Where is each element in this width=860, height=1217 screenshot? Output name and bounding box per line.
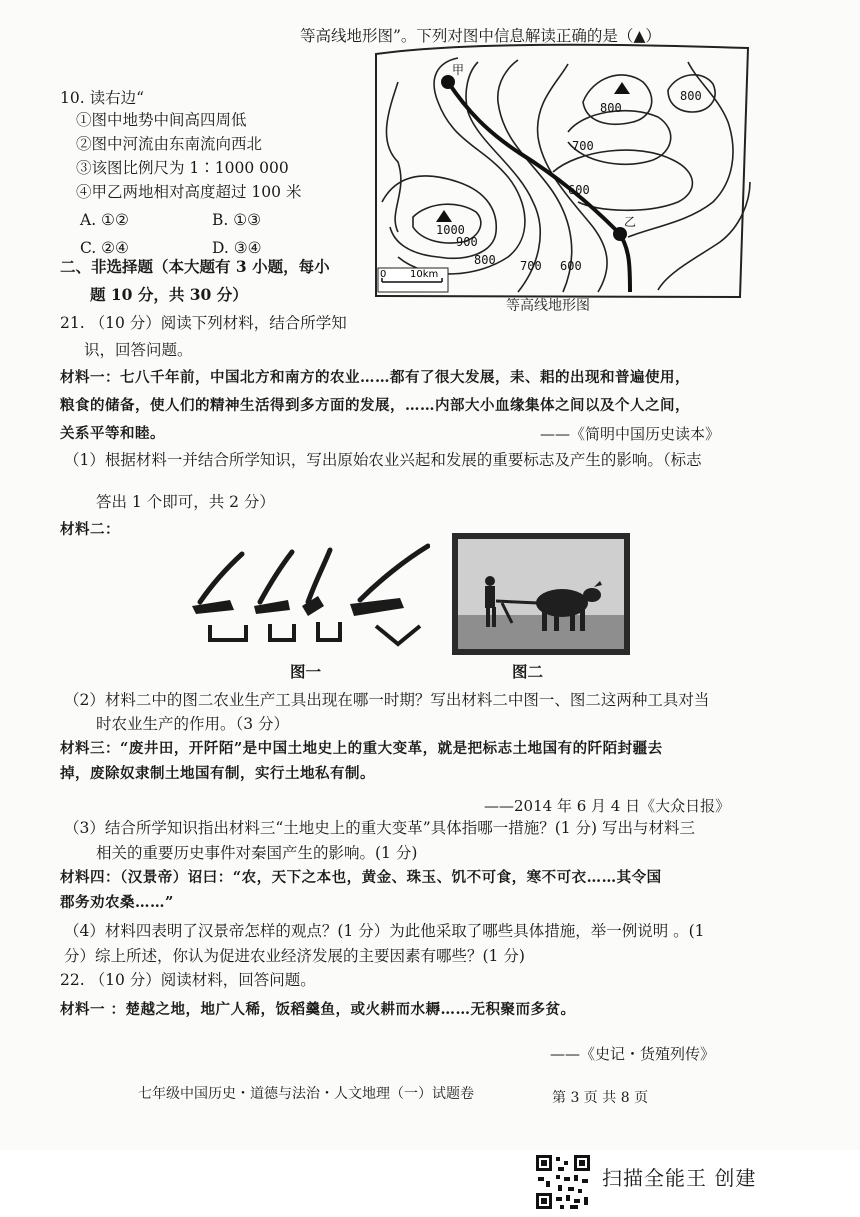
- contour-map: [368, 42, 754, 300]
- map-label-900: 900: [456, 235, 478, 249]
- map-label-1000: 1000: [436, 223, 465, 237]
- q21-material4-line2: 郡务劝农桑……”: [60, 894, 174, 911]
- section2-heading-line1: 二、非选择题（本大题有 3 小题，每小: [60, 257, 330, 276]
- q21-material1-line1: 材料一：七八千年前，中国北方和南方的农业……都有了很大发展，耒、耜的出现和普遍使用，: [60, 369, 690, 386]
- map-label-700a: 700: [572, 139, 594, 153]
- q10-stem-head: 10. 读右边“: [60, 89, 145, 107]
- q21-material3-source: ——2014 年 6 月 4 日《大众日报》: [484, 797, 731, 815]
- q21-sub1-line1: （1）根据材料一并结合所学知识，写出原始农业兴起和发展的重要标志及产生的影响。（标志: [64, 451, 702, 469]
- figure2-ox-plowing-photo: [452, 533, 630, 655]
- q10-statement-4: ④甲乙两地相对高度超过 100 米: [76, 183, 302, 201]
- q21-material3-line1: 材料三：“废井田，开阡陌”是中国土地史上的重大变革，就是把标志土地国有的阡陌封疆去: [60, 740, 663, 757]
- q21-material3-line2: 掉，废除奴隶制土地国有制，实行土地私有制。: [60, 765, 375, 782]
- point-jia-marker: [441, 75, 455, 89]
- svg-text:10km: 10km: [410, 269, 439, 280]
- svg-text:0: 0: [380, 269, 387, 280]
- q10-option-b: B. ①③: [212, 211, 262, 229]
- q21-sub4-line1: （4）材料四表明了汉景帝怎样的观点？(1 分）为此他采取了哪些具体措施，举一例说明 。(1: [64, 922, 705, 940]
- map-label-700b: 700: [520, 259, 542, 273]
- q21-sub1-line2: 答出 1 个即可，共 2 分）: [96, 493, 275, 511]
- map-label-800b: 800: [680, 89, 702, 103]
- q21-sub3-line2: 相关的重要历史事件对秦国产生的影响。(1 分): [96, 844, 418, 862]
- q10-option-d: D. ③④: [212, 239, 262, 257]
- figure1-farming-tools: [190, 540, 430, 655]
- q21-sub4-line2: 分）综上所述，你认为促进农业经济发展的主要因素有哪些？(1 分): [64, 947, 525, 965]
- footer-page-number: 第 3 页 共 8 页: [552, 1090, 649, 1106]
- q21-sub2-line1: （2）材料二中的图二农业生产工具出现在哪一时期？写出材料二中图一、图二这两种工具对当: [64, 691, 710, 709]
- q10-statement-2: ②图中河流由东南流向西北: [76, 135, 263, 153]
- map-caption: 等高线地形图: [506, 298, 590, 314]
- peak-triangle-icon-2: [436, 210, 452, 222]
- q10-statement-3: ③该图比例尺为 1∶1000 000: [76, 159, 289, 177]
- q10-option-a: A. ①②: [80, 211, 129, 229]
- map-label-600b: 600: [560, 259, 582, 273]
- q10-stem-tail: 等高线地形图”。下列对图中信息解读正确的是（▲）: [300, 27, 661, 45]
- figure1-caption: 图一: [290, 662, 322, 681]
- section2-heading-line2: 题 10 分，共 30 分）: [90, 285, 248, 304]
- q21-sub3-line1: （3）结合所学知识指出材料三“土地史上的重大变革”具体指哪一措施？(1 分) 写出与材料三: [64, 819, 696, 837]
- map-label-600a: 600: [568, 183, 590, 197]
- q10-statement-1: ①图中地势中间高四周低: [76, 111, 247, 129]
- map-label-800c: 800: [474, 253, 496, 267]
- q21-intro-line2: 识，回答问题。: [84, 341, 193, 359]
- map-label-jia: 甲: [452, 63, 465, 77]
- map-scale-bar: [378, 268, 448, 292]
- q21-material1-line2: 粮食的储备，使人们的精神生活得到多方面的发展，……内部大小血缘集体之间以及个人之间，: [60, 397, 690, 414]
- q21-material4-line1: 材料四：（汉景帝）诏曰：“农，天下之本也，黄金、珠玉、饥不可食，寒不可衣……其令国: [60, 869, 662, 886]
- figure2-caption: 图二: [512, 662, 544, 681]
- map-label-800a: 800: [600, 101, 622, 115]
- q21-sub2-line2: 时农业生产的作用。（3 分）: [96, 715, 290, 733]
- q22-material1-source: ——《史记・货殖列传》: [550, 1045, 716, 1063]
- peak-triangle-icon: [614, 82, 630, 94]
- footer-title: 七年级中国历史・道德与法治・人文地理（一）试题卷: [138, 1086, 474, 1102]
- point-yi-marker: [613, 227, 627, 241]
- q21-material1-source: ——《简明中国历史读本》: [540, 425, 721, 443]
- q22-material1-line1: 材料一 ：楚越之地，地广人稀，饭稻羹鱼，或火耕而水耨……无积聚而多贫。: [60, 1001, 576, 1018]
- q21-material2-label: 材料二：: [60, 521, 120, 538]
- qr-code-icon: [534, 1153, 592, 1211]
- q21-material1-line3: 关系平等和睦。: [60, 425, 165, 442]
- q21-intro-line1: 21. （10 分）阅读下列材料，结合所学知: [60, 314, 347, 332]
- q10-option-c: C. ②④: [80, 239, 129, 257]
- scanner-label: 扫描全能王 创建: [602, 1166, 757, 1190]
- map-label-yi: 乙: [624, 215, 637, 229]
- q22-intro: 22. （10 分）阅读材料，回答问题。: [60, 971, 316, 989]
- answer-triangle-mark: ▲: [633, 27, 646, 45]
